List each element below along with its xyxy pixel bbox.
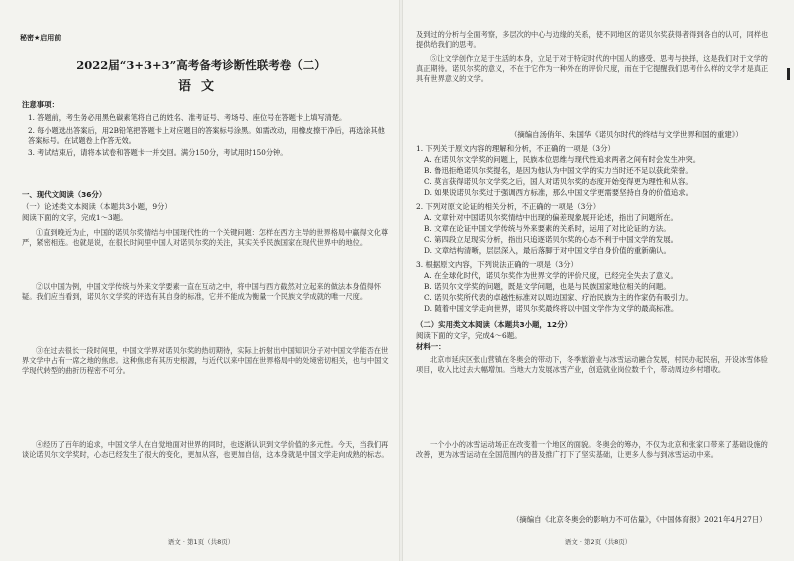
passage-paragraph: ③在过去很长一段时间里，中国文学界对诺贝尔奖的热切期待，实际上折射出中国知识分子对中国文学能否在世界文学中占有一席之地的焦虑。这种焦虑有其历史根源，与近代以来中国在世界格局中的处境密切相关，也与中国文学现代转型的曲折历程密不可分。 (22, 346, 389, 375)
question-option[interactable]: C. 莫言获得诺贝尔文学奖之后，国人对诺贝尔奖的态度开始变得更为理性和从容。 (424, 177, 693, 186)
passage-source: （摘编自汤俏年、朱国华《诺贝尔时代的终结与文学世界和国的重建》） (510, 130, 743, 139)
question-option[interactable]: B. 鲁迅拒绝诺贝尔奖提名，是因为他认为中国文学的实力当时还不足以获此荣誉。 (424, 166, 693, 175)
page-footer: 语文 · 第2页（共8页） (564, 538, 632, 546)
section-heading: 一、现代文阅读（36分） (22, 190, 107, 199)
passage-source: （摘编自《北京冬奥会的影响力不可估量》，《中国体育报》2021年4月27日） (512, 515, 767, 524)
question-option[interactable]: D. 如果说诺贝尔奖过于强调西方标准，那么中国文学更需要坚持自身的价值追求。 (424, 188, 694, 197)
secret-mark: 秘密★启用前 (20, 34, 62, 42)
passage-paragraph: 及到过的分析与全面考察，多层次的中心与边缘的关系，使不同地区的诺贝尔奖获得者得到各自的认可，同样也提供给我们的思考。 (416, 30, 769, 49)
subsection-heading: （一）论述类文本阅读（本题共3小题，9分） (22, 202, 172, 211)
question-option[interactable]: C. 第四段立足现实分析，指出只追逐诺贝尔奖的心态不利于中国文学的发展。 (424, 235, 678, 244)
note-item: 1. 答题前，考生务必用黑色碳素笔将自己的姓名、准考证号、考场号、座位号在答题卡上填写清楚。 (28, 113, 347, 122)
note-item: 2. 每小题选出答案后，用2B铅笔把答题卡上对应题目的答案标号涂黑。如需改动，用橡皮擦干净后，再选涂其他答案标号。在试题卷上作答无效。 (28, 126, 385, 145)
reading-instruction: 阅读下面的文字，完成1～3题。 (22, 213, 128, 222)
question-option[interactable]: D. 随着中国文学走向世界，诺贝尔奖最终将以中国文学作为文学的最高标准。 (424, 304, 679, 313)
question-stem: 2. 下列对原文论证的相关分析，不正确的一项是（3分） (416, 202, 601, 211)
passage-paragraph: ⑤让文学创作立足于生活的本身，立足于对于特定时代的中国人的感受、思考与抉择，这是我们对于文学的真正期待。诺贝尔奖的意义，不在于它作为一种外在的评价尺度，而在于它提醒我们思考什么样的文学才是真正具有世界意义的文学。 (416, 54, 769, 83)
question-option[interactable]: B. 文章在论证中国文学传统与外来要素的关系时，运用了对比论证的方法。 (424, 224, 671, 233)
material-label: 材料一： (416, 342, 446, 351)
passage-paragraph: 一个小小的冰雪运动场正在改变着一个地区的面貌。冬奥会的筹办，不仅为北京和张家口带来了基础设施的改善，更为冰雪运动在全国范围内的普及推广打下了坚实基础，让更多人参与到冰雪运动中来。 (416, 440, 768, 459)
question-stem: 3. 根据原文内容，下列说法正确的一项是（3分） (416, 260, 578, 269)
exam-title: 2022届“3+3+3”高考备考诊断性联考卷（二） (76, 58, 326, 72)
question-option[interactable]: D. 文章结构清晰，层层深入，最后落脚于对中国文学自身价值的重新确认。 (424, 246, 671, 255)
passage-paragraph: ②以中国为例，中国文学传统与外来文学要素一直在互动之中，将中国与西方截然对立起来的做法本身值得怀疑。我们应当看到，诺贝尔文学奖的评选有其自身的标准，它并不能成为衡量一个民族文学成就的唯一尺度。 (22, 282, 382, 301)
question-option[interactable]: A. 在全球化时代，诺贝尔奖作为世界文学的评价尺度，已经完全失去了意义。 (424, 271, 678, 280)
question-option[interactable]: B. 诺贝尔文学奖的问题，既是文学问题，也是与民族国家地位相关的问题。 (424, 282, 671, 291)
note-item: 3. 考试结束后，请将本试卷和答题卡一并交回。满分150分，考试用时150分钟。 (28, 148, 288, 157)
binding-mark (787, 68, 790, 80)
passage-paragraph: 北京市延庆区张山营镇在冬奥会的带动下，冬季旅游业与冰雪运动融合发展，村民办起民宿，开设冰雪体验项目，收入比过去大幅增加。当地大力发展冰雪产业，创造就业岗位数千个，带动周边乡村增收。 (416, 355, 768, 374)
reading-instruction: 阅读下面的文字，完成4～6题。 (416, 331, 522, 340)
question-option[interactable]: C. 诺贝尔奖所代表的卓越性标准对以周边国家、疗治民族为主的作家仍有吸引力。 (424, 293, 693, 302)
passage-paragraph: ①直到晚近为止，中国的诺贝尔奖情结与中国现代性的一个关键问题：怎样在西方主导的世界格局中赢得文化尊严，紧密相连。也就是说，在很长时间里中国人对诺贝尔奖的关注，其实关乎民族国家在现代世界中的地位。 (22, 228, 389, 247)
question-option[interactable]: A. 文章针对中国诺贝尔奖情结中出现的偏差现象展开论述，指出了问题所在。 (424, 213, 678, 222)
page-footer: 语文 · 第1页（共8页） (167, 538, 235, 546)
subsection-heading: （二）实用类文本阅读（本题共3小题，12分） (416, 320, 572, 329)
notes-heading: 注意事项： (22, 100, 59, 109)
page-two (402, 0, 794, 561)
question-stem: 1. 下列关于原文内容的理解和分析，不正确的一项是（3分） (416, 144, 615, 153)
passage-paragraph: ④经历了百年的追求，中国文学人在自觉地面对世界的同时，也逐渐认识到文学价值的多元性。今天，当我们再谈论诺贝尔文学奖时，心态已经发生了很大的变化，更加从容，也更加自信，这本身就是中国文学走向成熟的标志。 (22, 440, 389, 459)
subject-title: 语文 (177, 79, 224, 94)
question-option[interactable]: A. 在诺贝尔文学奖的问题上，民族本位思维与现代性追求两者之间有时会发生冲突。 (424, 155, 701, 164)
